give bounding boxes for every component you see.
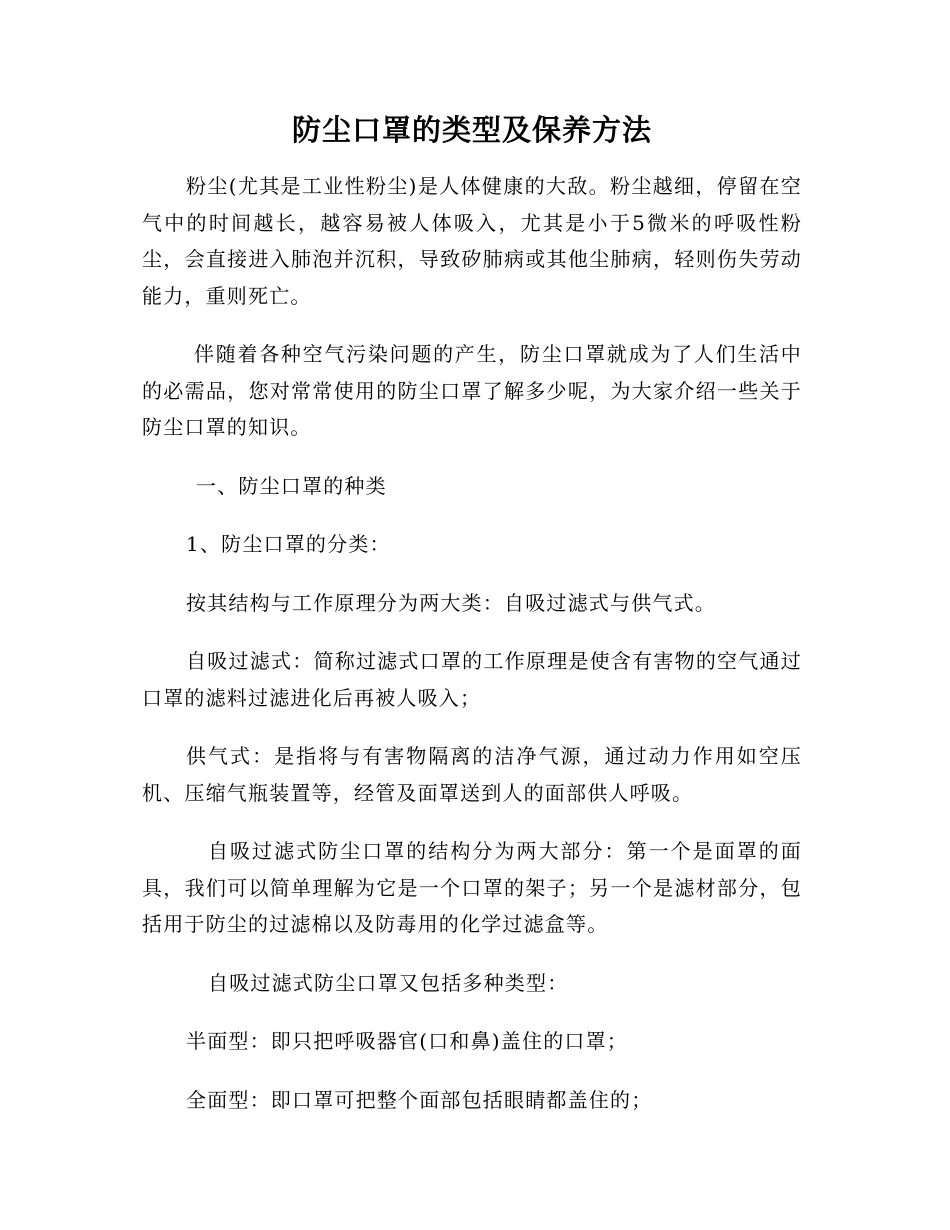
section-heading-types: 一、防尘口罩的种类 xyxy=(196,473,387,498)
paragraph-air-supplied: 供气式：是指将与有害物隔离的洁净气源，通过动力作用如空压机、压缩气瓶装置等，经管及面罩送到人的面部供人呼吸。 xyxy=(142,744,802,805)
paragraph-full-face: 全面型：即口罩可把整个面部包括眼睛都盖住的； xyxy=(186,1087,653,1112)
paragraph-half-face: 半面型：即只把呼吸器官(口和鼻)盖住的口罩； xyxy=(186,1029,629,1053)
paragraph-self-filtering: 自吸过滤式：简称过滤式口罩的工作原理是使含有害物的空气通过口罩的滤料过滤进化后再被人吸入； xyxy=(142,649,802,710)
paragraph-structure: 自吸过滤式防尘口罩的结构分为两大部分：第一个是面罩的面具，我们可以简单理解为它是一个口罩的架子；另一个是滤材部分，包括用于防尘的过滤棉以及防毒用的化学过滤盒等。 xyxy=(142,839,802,936)
paragraph-intro: 伴随着各种空气污染问题的产生，防尘口罩就成为了人们生活中的必需品，您对常常使用的防尘口罩了解多少呢，为大家介绍一些关于防尘口罩的知识。 xyxy=(142,342,802,439)
paragraph-dust-hazard: 粉尘(尤其是工业性粉尘)是人体健康的大敌。粉尘越细，停留在空气中的时间越长，越容易被人体吸入，尤其是小于5微米的呼吸性粉尘，会直接进入肺泡并沉积，导致矽肺病或其他尘肺病，轻则伤失劳动能力，重则死亡。 xyxy=(142,174,802,308)
paragraph-types-intro: 自吸过滤式防尘口罩又包括多种类型： xyxy=(208,970,569,995)
document-page xyxy=(142,110,802,1140)
document-title: 防尘口罩的类型及保养方法 xyxy=(291,113,652,147)
paragraph-two-categories: 按其结构与工作原理分为两大类：自吸过滤式与供气式。 xyxy=(186,590,716,615)
subheading-classification: 1、防尘口罩的分类： xyxy=(186,532,391,556)
